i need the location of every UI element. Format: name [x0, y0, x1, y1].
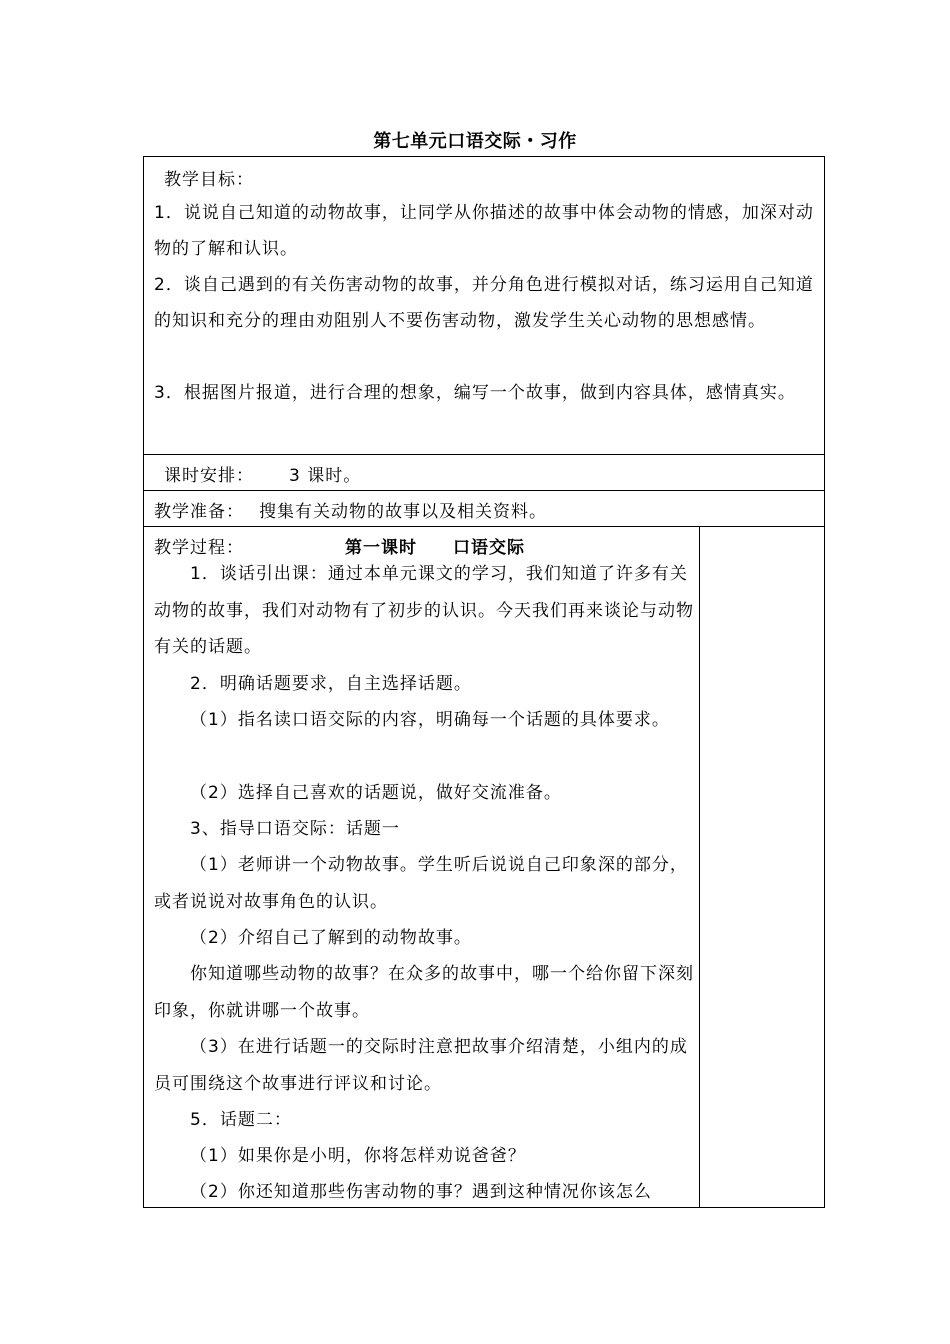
- process-paragraph: 3、指导口语交际：话题一: [190, 819, 400, 839]
- process-paragraph: （2）你还知道那些伤害动物的事？遇到这种情况你该怎么: [190, 1182, 652, 1202]
- process-paragraph: （2）选择自己喜欢的话题说，做好交流准备。: [190, 783, 562, 803]
- page-title: 第七单元口语交际・习作: [373, 131, 577, 152]
- process-paragraph: （3）在进行话题一的交际时注意把故事介绍清楚，小组内的成员可围绕这个故事进行评议和讨论。: [154, 1037, 688, 1094]
- objectives-label: 教学目标：: [164, 170, 254, 190]
- process-label: 教学过程：: [154, 538, 244, 558]
- preparation-row: [144, 490, 824, 527]
- process-row: [144, 526, 824, 1207]
- process-paragraph: （1）指名读口语交际的内容，明确每一个话题的具体要求。: [190, 710, 670, 730]
- process-paragraph: （1）老师讲一个动物故事。学生听后说说自己印象深的部分，或者说说对故事角色的认识。: [154, 855, 688, 912]
- objectives-row: [144, 157, 824, 455]
- schedule-row: [144, 454, 824, 491]
- process-paragraph: 你知道哪些动物的故事？在众多的故事中，哪一个给你留下深刻印象，你就讲哪一个故事。: [154, 964, 694, 1021]
- process-paragraph: （2）介绍自己了解到的动物故事。: [190, 928, 472, 948]
- objective-item-3: 3．根据图片报道，进行合理的想象，编写一个故事，做到内容具体，感情真实。: [154, 383, 796, 403]
- preparation-value: 搜集有关动物的故事以及相关资料。: [259, 502, 547, 522]
- column-divider: [699, 526, 700, 1207]
- process-paragraph: 2．明确话题要求，自主选择话题。: [190, 674, 472, 694]
- objective-item-2: 2．谈自己遇到的有关伤害动物的故事，并分角色进行模拟对话，练习运用自己知道的知识和充分的理由劝阻别人不要伤害动物，激发学生关心动物的思想感情。: [154, 275, 814, 331]
- lesson-heading: 第一课时 口语交际: [345, 538, 525, 558]
- process-paragraph: （1）如果你是小明，你将怎样劝说爸爸？: [190, 1146, 526, 1166]
- schedule-value: 3 课时。: [289, 466, 362, 486]
- objective-item-1: 1．说说自己知道的动物故事，让同学从你描述的故事中体会动物的情感，加深对动物的了解和认识。: [154, 203, 814, 259]
- preparation-label: 教学准备：: [154, 502, 244, 522]
- schedule-label: 课时安排：: [164, 466, 254, 486]
- lesson-plan-table: [143, 156, 825, 1208]
- process-paragraph: 5．话题二：: [190, 1110, 292, 1130]
- process-paragraph: 1．谈话引出课：通过本单元课文的学习，我们知道了许多有关动物的故事，我们对动物有了初步的认识。今天我们再来谈论与动物有关的话题。: [154, 564, 694, 657]
